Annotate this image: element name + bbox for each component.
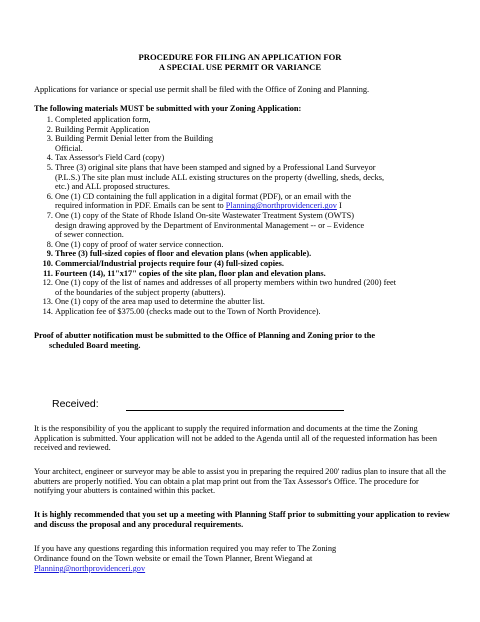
received-signature-line[interactable]	[126, 410, 344, 411]
item-text-line: Three (3) original site plans that have been stamped and signed by a Professional Land Surveyor	[55, 162, 376, 172]
materials-heading: The following materials MUST be submitted with your Zoning Application:	[34, 104, 302, 113]
item-text-line: Application fee of $375.00 (checks made out to the Town of North Providence).	[55, 306, 321, 316]
item-text-line: Building Permit Application	[55, 124, 150, 134]
item-text-line: One (1) copy of the State of Rhode Island On-site Wastewater Treatment System (OWTS)	[55, 210, 354, 220]
item-text-line: etc.) and ALL proposed structures.	[55, 182, 170, 192]
materials-item	[34, 269, 454, 279]
item-text-line: Completed application form,	[55, 115, 151, 124]
architect-paragraph: Your architect, engineer or surveyor may be able to assist you in preparing the required 200' radius plan to insure that all the abutters are properly notified. You can obtain a plat map print out from the Tax Assessor's Office. The procedure for notifying your abutters is contained within this packet.	[34, 467, 446, 496]
intro-paragraph: Applications for variance or special use permit shall be filed with the Office of Zoning and Planning.	[34, 85, 370, 94]
materials-item	[34, 297, 454, 307]
materials-item	[34, 134, 454, 153]
abutter-notice-line-2: scheduled Board meeting.	[49, 341, 141, 350]
item-text-line: of sewer connection.	[55, 230, 124, 240]
item-text-line: One (1) copy of the list of names and addresses of all property members within two hundred (200) feet	[55, 278, 396, 288]
item-number: 12.	[42, 278, 53, 288]
materials-item	[34, 249, 454, 259]
questions-line-2: Ordinance found on the Town website or email the Town Planner, Brent Wiegand at	[34, 554, 313, 563]
materials-item	[34, 240, 454, 250]
materials-item	[34, 278, 454, 297]
received-label: Received:	[52, 398, 99, 410]
item-text-line: Three (3) full-sized copies of floor and elevation plans (when applicable).	[55, 249, 312, 259]
item-text: required information in PDF. Emails can be sent to	[55, 201, 226, 211]
item-number: 11.	[43, 268, 53, 278]
item-text-line: (P.L.S.) The site plan must include ALL existing structures on the property (dwelling, sheds, decks,	[55, 172, 385, 182]
materials-list	[34, 115, 454, 316]
item-text-line: One (1) CD containing the full application in a digital format (PDF), or an email with the	[55, 191, 352, 201]
item-number: 2.	[46, 124, 53, 134]
questions-email-link-row	[34, 564, 450, 574]
item-number: 10.	[42, 258, 53, 268]
materials-item	[34, 153, 454, 163]
item-text-line: Commercial/Industrial projects require four (4) full-sized copies.	[55, 258, 284, 268]
materials-item	[34, 163, 454, 192]
recommendation-paragraph: It is highly recommended that you set up a meeting with Planning Staff prior to submitting your application to review and discuss the proposal and any procedural requirements.	[34, 510, 450, 529]
item-text-line: Tax Assessor's Field Card (copy)	[55, 153, 165, 163]
materials-item	[34, 125, 454, 135]
materials-item	[34, 307, 454, 317]
item-number: 6.	[46, 191, 53, 201]
item-text-line: Official.	[55, 143, 83, 153]
abutter-notice-line-1: Proof of abutter notification must be submitted to the Office of Planning and Zoning prior to the	[34, 331, 376, 340]
item-text-suffix: I	[336, 201, 342, 211]
page-title-line-1: PROCEDURE FOR FILING AN APPLICATION FOR	[138, 52, 342, 62]
item-number: 3.	[46, 134, 53, 144]
item-text-line: One (1) copy of proof of water service connection.	[55, 239, 224, 249]
item-email-link[interactable]: Planning@northprovidenceri.gov	[225, 201, 337, 211]
item-text-line: Building Permit Denial letter from the Building	[55, 134, 214, 144]
page-title-line-2: A SPECIAL USE PERMIT OR VARIANCE	[158, 62, 322, 72]
responsibility-paragraph: It is the responsibility of you the applicant to supply the required information and documents at the time the Zoning Application is submitted. Your application will not be added to the Agenda until all of the requested information has been received and reviewed.	[34, 424, 438, 453]
item-number: 13.	[42, 297, 53, 307]
item-number: 9.	[46, 249, 53, 259]
item-number: 14.	[42, 306, 53, 316]
item-number: 4.	[46, 153, 53, 163]
materials-item	[34, 259, 454, 269]
item-text-line	[55, 201, 454, 211]
item-text-line: design drawing approved by the Department of Environmental Management -- or – Evidence	[55, 220, 365, 230]
questions-line-1: If you have any questions regarding this information required you may refer to The Zoning	[34, 544, 337, 553]
materials-item	[34, 192, 454, 211]
item-number: 7.	[46, 210, 53, 220]
item-number: 1.	[46, 115, 53, 124]
item-text-line: Fourteen (14), 11"x17" copies of the site plan, floor plan and elevation plans.	[55, 268, 326, 278]
item-number: 8.	[46, 239, 53, 249]
item-text-line: of the boundaries of the subject property (abutters).	[55, 287, 226, 297]
item-text-line: One (1) copy of the area map used to determine the abutter list.	[55, 297, 265, 307]
materials-item	[34, 211, 454, 240]
item-number: 5.	[46, 162, 53, 172]
materials-item	[34, 115, 454, 125]
planning-email-link[interactable]: Planning@northprovidenceri.gov	[34, 564, 146, 573]
